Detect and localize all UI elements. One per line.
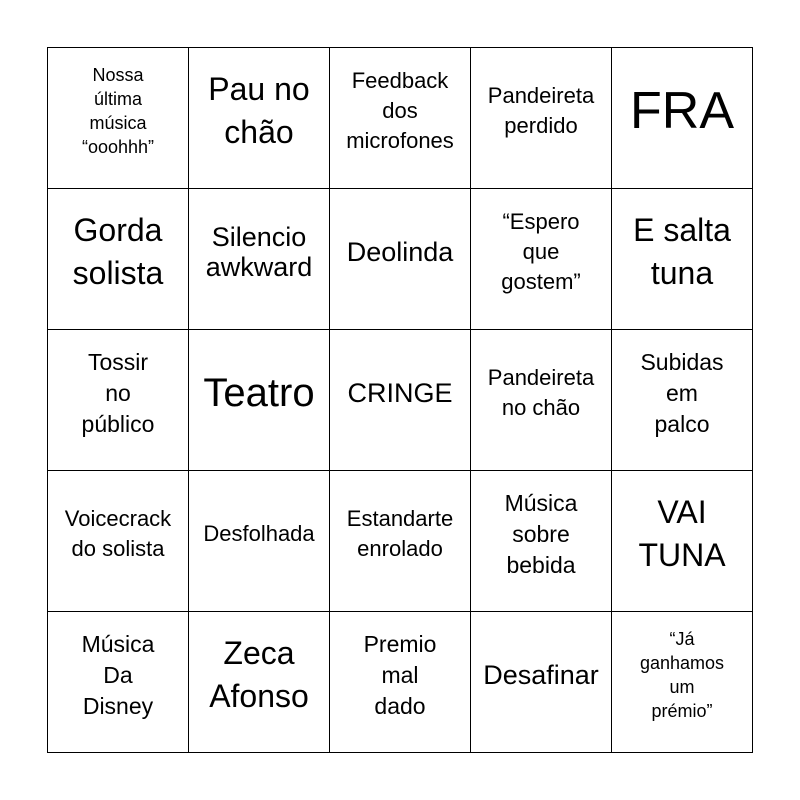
bingo-cell-text: Nossa última música “ooohhh”: [81, 65, 155, 157]
bingo-cell-r2-c2[interactable]: [189, 189, 330, 330]
bingo-cell-r5-c3[interactable]: [330, 612, 471, 753]
bingo-cell-text: “Já ganhamos um prémio”: [639, 629, 725, 721]
bingo-cell-r3-c5[interactable]: [612, 330, 753, 471]
bingo-cell-r1-c3[interactable]: [330, 48, 471, 189]
bingo-cell-r4-c5[interactable]: [612, 471, 753, 612]
bingo-cell-text: Feedback dos microfones: [346, 68, 454, 153]
bingo-cell-r2-c1[interactable]: [48, 189, 189, 330]
bingo-cell-r4-c2[interactable]: [189, 471, 330, 612]
bingo-cell-r2-c4[interactable]: [471, 189, 612, 330]
bingo-cell-text: Desafinar: [483, 660, 599, 690]
bingo-cell-r5-c2[interactable]: [189, 612, 330, 753]
bingo-cell-text: “Espero que gostem”: [501, 209, 581, 294]
bingo-cell-r2-c3[interactable]: [330, 189, 471, 330]
bingo-cell-text: Pau no chão: [208, 71, 310, 150]
bingo-cell-text: Música sobre bebida: [504, 489, 578, 578]
bingo-cell-text: Desfolhada: [203, 521, 315, 546]
bingo-cell-r5-c1[interactable]: [48, 612, 189, 753]
bingo-cell-text: Pandeireta perdido: [487, 83, 595, 138]
bingo-cell-r5-c4[interactable]: [471, 612, 612, 753]
bingo-cell-r1-c4[interactable]: [471, 48, 612, 189]
bingo-cell-r3-c3[interactable]: [330, 330, 471, 471]
bingo-cell-text: Teatro: [203, 371, 315, 415]
bingo-cell-r3-c1[interactable]: [48, 330, 189, 471]
bingo-cell-text: Estandarte enrolado: [346, 506, 454, 561]
bingo-cell-text: Voicecrack do solista: [64, 506, 172, 561]
bingo-cell-text: Zeca Afonso: [209, 635, 309, 714]
bingo-cell-text: VAI TUNA: [638, 494, 726, 573]
bingo-cell-r5-c5[interactable]: [612, 612, 753, 753]
bingo-board: [47, 47, 753, 753]
bingo-cell-text: Pandeireta no chão: [487, 365, 595, 420]
bingo-cell-r1-c2[interactable]: [189, 48, 330, 189]
bingo-cell-r2-c5[interactable]: [612, 189, 753, 330]
bingo-cell-text: Premio mal dado: [363, 630, 437, 719]
bingo-cell-r3-c2[interactable]: [189, 330, 330, 471]
bingo-cell-text: E salta tuna: [633, 212, 731, 291]
bingo-cell-r1-c5[interactable]: [612, 48, 753, 189]
bingo-cell-text: Deolinda: [346, 237, 454, 267]
bingo-cell-text: CRINGE: [347, 378, 453, 408]
bingo-cell-r4-c1[interactable]: [48, 471, 189, 612]
bingo-cell-text: Silencio awkward: [205, 222, 313, 282]
bingo-cell-text: Subidas em palco: [640, 348, 724, 437]
bingo-cell-text: Música Da Disney: [81, 630, 155, 719]
bingo-cell-text: Tossir no público: [81, 348, 155, 437]
bingo-cell-r4-c4[interactable]: [471, 471, 612, 612]
bingo-cell-r1-c1[interactable]: [48, 48, 189, 189]
bingo-cell-r4-c3[interactable]: [330, 471, 471, 612]
bingo-cell-r3-c4[interactable]: [471, 330, 612, 471]
bingo-cell-text: FRA: [630, 82, 734, 140]
bingo-cell-text: Gorda solista: [72, 212, 164, 291]
